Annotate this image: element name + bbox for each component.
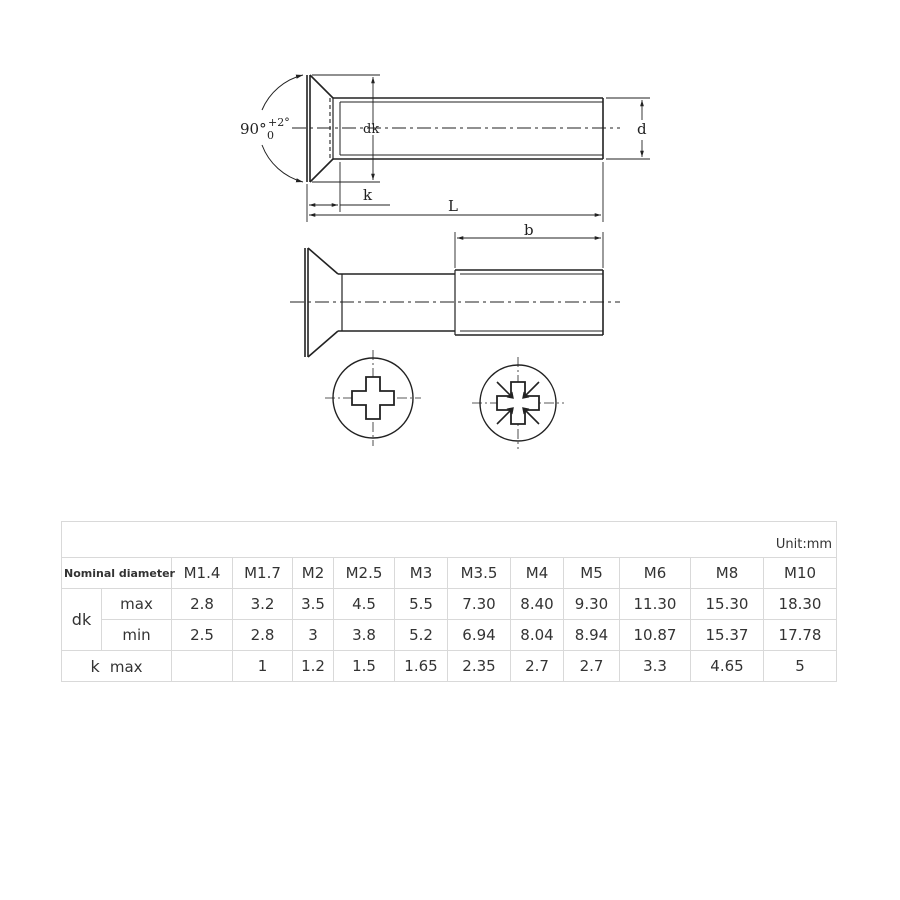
- dim-k-label: k: [363, 186, 373, 204]
- phillips-head-view: [325, 350, 421, 446]
- dk-max-row: [62, 589, 837, 620]
- k-max-cell: [172, 651, 233, 682]
- dk-max-cell: 15.30: [691, 589, 764, 620]
- k-max-cell: 1.2: [293, 651, 334, 682]
- dk-label: dk: [62, 589, 102, 651]
- dk-max-cell: 4.5: [334, 589, 395, 620]
- k-max-sub-label: max: [109, 657, 143, 676]
- k-max-cell: 1.65: [395, 651, 448, 682]
- k-max-cell: 2.7: [511, 651, 564, 682]
- size-cell: M2: [293, 558, 334, 589]
- dk-min-cell: 8.04: [511, 620, 564, 651]
- spec-table: [61, 521, 837, 682]
- pozidriv-head-view: [472, 357, 564, 449]
- size-cell: M1.7: [233, 558, 293, 589]
- k-max-cell: 5: [764, 651, 837, 682]
- dk-min-cell: 2.5: [172, 620, 233, 651]
- dk-min-cell: 8.94: [564, 620, 620, 651]
- unit-label: Unit:mm: [62, 522, 837, 558]
- nominal-diameter-label: Nominal diameter: [62, 558, 172, 589]
- k-max-label: [62, 651, 172, 682]
- dk-max-cell: 2.8: [172, 589, 233, 620]
- dk-min-cell: 3.8: [334, 620, 395, 651]
- size-cell: M2.5: [334, 558, 395, 589]
- size-cell: M10: [764, 558, 837, 589]
- dim-d-label: d: [637, 120, 647, 138]
- dim-k: [307, 162, 390, 222]
- size-cell: M3.5: [448, 558, 511, 589]
- dk-max-cell: 11.30: [620, 589, 691, 620]
- dk-min-cell: 2.8: [233, 620, 293, 651]
- dk-max-cell: 5.5: [395, 589, 448, 620]
- size-cell: M8: [691, 558, 764, 589]
- dk-max-cell: 7.30: [448, 589, 511, 620]
- k-max-cell: 2.7: [564, 651, 620, 682]
- dim-b-label: b: [524, 221, 534, 239]
- dk-max-cell: 3.5: [293, 589, 334, 620]
- k-max-cell: 3.3: [620, 651, 691, 682]
- dim-dk-label: dk: [363, 122, 380, 137]
- k-max-row: [62, 651, 837, 682]
- k-max-cell: 1: [233, 651, 293, 682]
- dk-max-cell: 8.40: [511, 589, 564, 620]
- k-max-cell: 4.65: [691, 651, 764, 682]
- dk-max-label: max: [102, 589, 172, 620]
- size-cell: M3: [395, 558, 448, 589]
- dk-min-cell: 5.2: [395, 620, 448, 651]
- dk-min-cell: 17.78: [764, 620, 837, 651]
- size-cell: M4: [511, 558, 564, 589]
- k-max-cell: 2.35: [448, 651, 511, 682]
- angle-tol-upper: +2°: [268, 116, 290, 129]
- size-cell: M5: [564, 558, 620, 589]
- dk-min-row: [62, 620, 837, 651]
- angle-tol-lower: 0: [267, 129, 274, 142]
- dk-max-cell: 18.30: [764, 589, 837, 620]
- dk-min-cell: 3: [293, 620, 334, 651]
- dk-min-cell: 15.37: [691, 620, 764, 651]
- k-label: k: [90, 656, 100, 676]
- dk-max-cell: 3.2: [233, 589, 293, 620]
- dk-min-label: min: [102, 620, 172, 651]
- k-max-cell: 1.5: [334, 651, 395, 682]
- dk-min-cell: 6.94: [448, 620, 511, 651]
- size-cell: M6: [620, 558, 691, 589]
- angle-label: 90°: [240, 120, 267, 138]
- dk-min-cell: 10.87: [620, 620, 691, 651]
- dim-L-label: L: [448, 197, 458, 215]
- dk-max-cell: 9.30: [564, 589, 620, 620]
- header-row: [62, 558, 837, 589]
- unit-row: [62, 522, 837, 558]
- size-cell: M1.4: [172, 558, 233, 589]
